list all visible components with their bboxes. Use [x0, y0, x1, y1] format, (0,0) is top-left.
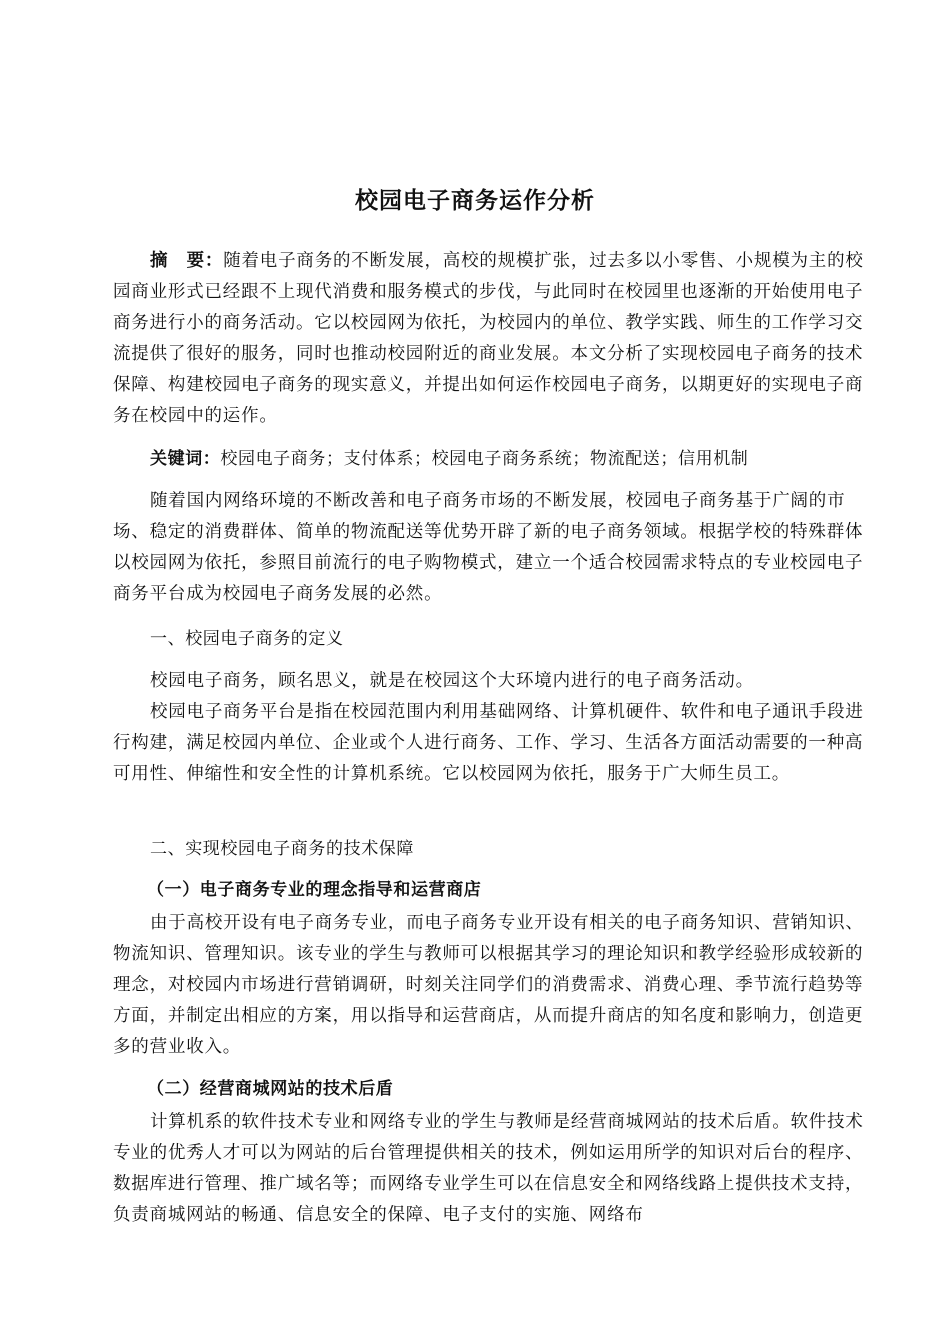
document-title: 校园电子商务运作分析 [355, 188, 595, 214]
section2-sub2-paragraph: 计算机系的软件技术专业和网络专业的学生与教师是经营商城网站的技术后盾。软件技术专业的优秀人才可以为网站的后台管理提供相关的技术，例如运用所学的知识对后台的程序、数据库进行管理、推广域名等；而网络专业学生可以在信息安全和网络线路上提供技术支持，负责商城网站的畅通、信息安全的保障、电子支付的实施、网络布 [113, 1112, 864, 1225]
section2-sub2-heading: （二）经营商城网站的技术后盾 [147, 1079, 394, 1099]
section1-block [113, 666, 865, 790]
section1-heading: 一、校园电子商务的定义 [150, 629, 344, 649]
keywords-line [150, 444, 748, 475]
section2-sub1-heading: （一）电子商务专业的理念指导和运营商店 [147, 880, 482, 900]
abstract-block [113, 246, 865, 432]
keywords-text: 校园电子商务；支付体系；校园电子商务系统；物流配送；信用机制 [220, 449, 749, 469]
section1-paragraph-2: 校园电子商务平台是指在校园范围内利用基础网络、计算机硬件、软件和电子通讯手段进行构建，满足校园内单位、企业或个人进行商务、工作、学习、生活各方面活动需要的一种高可用性、伸缩性和安全性的计算机系统。它以校园网为依托，服务于广大师生员工。 [113, 702, 864, 784]
section2-sub1-block [113, 908, 865, 1063]
section1-paragraph-1: 校园电子商务，顾名思义，就是在校园这个大环境内进行的电子商务活动。 [150, 671, 754, 691]
keywords-label: 关键词： [150, 449, 221, 469]
abstract-label: 摘 要： [150, 251, 224, 271]
intro-paragraph: 随着国内网络环境的不断改善和电子商务市场的不断发展，校园电子商务基于广阔的市场、稳定的消费群体、简单的物流配送等优势开辟了新的电子商务领域。根据学校的特殊群体以校园网为依托，参照目前流行的电子购物模式，建立一个适合校园需求特点的专业校园电子商务平台成为校园电子商务发展的必然。 [113, 491, 864, 604]
section2-heading: 二、实现校园电子商务的技术保障 [150, 839, 414, 859]
abstract-paragraph [113, 246, 865, 432]
section2-sub1-paragraph: 由于高校开设有电子商务专业，而电子商务专业开设有相关的电子商务知识、营销知识、物流知识、管理知识。该专业的学生与教师可以根据其学习的理论知识和教学经验形成较新的理念，对校园内市场进行营销调研，时刻关注同学们的消费需求、消费心理、季节流行趋势等方面，并制定出相应的方案，用以指导和运营商店，从而提升商店的知名度和影响力，创造更多的营业收入。 [113, 913, 864, 1057]
section2-sub2-block [113, 1107, 865, 1231]
intro-block [113, 486, 865, 610]
abstract-text: 随着电子商务的不断发展，高校的规模扩张，过去多以小零售、小规模为主的校园商业形式已经跟不上现代消费和服务模式的步伐，与此同时在校园里也逐渐的开始使用电子商务进行小的商务活动。它以校园网为依托，为校园内的单位、教学实践、师生的工作学习交流提供了很好的服务，同时也推动校园附近的商业发展。本文分析了实现校园电子商务的技术保障、构建校园电子商务的现实意义，并提出如何运作校园电子商务，以期更好的实现电子商务在校园中的运作。 [113, 251, 864, 426]
